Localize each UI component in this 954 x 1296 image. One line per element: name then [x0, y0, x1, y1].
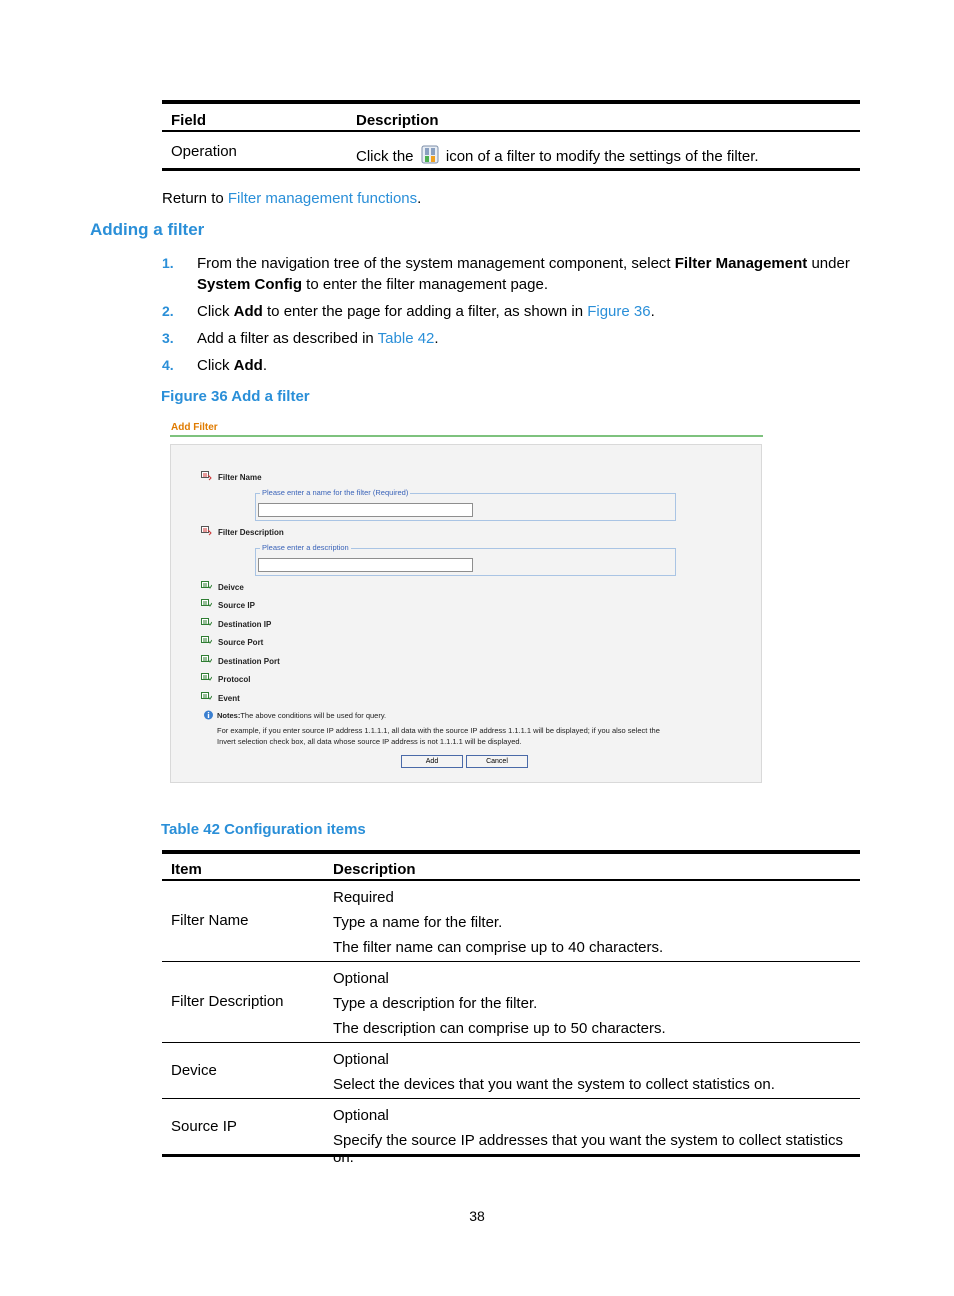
field-cell: Operation — [171, 143, 237, 160]
figure-title: Add Filter — [171, 422, 218, 433]
page-number: 38 — [469, 1208, 485, 1224]
filter-description-label: Filter Description — [218, 528, 284, 537]
condition-label: Destination Port — [218, 657, 280, 666]
step-emphasis: System Config — [197, 276, 303, 293]
description-line: Type a name for the filter. — [333, 914, 503, 931]
filter-name-label: Filter Name — [218, 473, 262, 482]
header-field: Field — [171, 112, 207, 129]
filter-description-input[interactable] — [258, 558, 473, 572]
section-title: Adding a filter — [90, 220, 205, 239]
step-number: 4. — [162, 357, 174, 373]
step-text: . — [262, 357, 268, 374]
table-caption: Table 42 Configuration items — [161, 821, 366, 838]
notes-line — [217, 711, 386, 720]
add-button[interactable]: Add — [401, 755, 463, 768]
description-line: Optional — [333, 970, 389, 987]
steps-list — [162, 253, 872, 382]
step-text: Click — [197, 357, 234, 374]
condition-label: Source Port — [218, 638, 264, 647]
example-line-1: For example, if you enter source IP address 1.1.1.1, all data with the source IP address 1.1.1.1 will be displayed; if you also select the — [217, 726, 660, 735]
cancel-button[interactable]: Cancel — [466, 755, 528, 768]
table-row — [162, 1043, 860, 1098]
step-text: . — [650, 303, 655, 320]
step-text: Add a filter as described in — [197, 330, 378, 347]
return-line — [162, 190, 421, 207]
filter-name-fieldset — [255, 488, 676, 521]
condition-icon — [201, 655, 212, 665]
notes-text: The above conditions will be used for query. — [240, 711, 387, 720]
step-item — [162, 253, 872, 295]
configuration-table — [162, 850, 860, 1166]
table-row — [162, 962, 860, 1042]
step-item — [162, 301, 872, 322]
return-suffix: . — [417, 190, 422, 207]
description-line: Optional — [333, 1051, 389, 1068]
modify-icon — [421, 145, 439, 165]
condition-label: Deivce — [218, 583, 244, 592]
table-row — [162, 132, 860, 168]
item-cell: Device — [171, 1062, 217, 1079]
description-line: The filter name can comprise up to 40 characters. — [333, 939, 664, 956]
table-bottom-rule — [162, 168, 860, 171]
filter-name-input[interactable] — [258, 503, 473, 517]
filter-name-legend: Please enter a name for the filter (Required) — [262, 488, 409, 497]
description-line: Optional — [333, 1107, 389, 1124]
step-link[interactable]: Figure 36 — [587, 303, 651, 320]
filter-description-fieldset — [255, 543, 676, 576]
step-text: Click — [197, 303, 234, 320]
description-line: Type a description for the filter. — [333, 995, 538, 1012]
step-emphasis: Filter Management — [674, 255, 808, 272]
condition-icon — [201, 673, 212, 683]
notes-label: Notes: — [217, 711, 241, 720]
step-item — [162, 355, 872, 376]
info-icon — [203, 710, 214, 720]
filter-name-icon — [201, 471, 212, 481]
step-item — [162, 328, 872, 349]
condition-icon — [201, 636, 212, 646]
description-line: Select the devices that you want the system to collect statistics on. — [333, 1076, 775, 1093]
condition-label: Destination IP — [218, 620, 272, 629]
description-line: Specify the source IP addresses that you want the system to collect statistics on. — [333, 1132, 843, 1166]
desc-before: Click the — [356, 148, 414, 165]
condition-icon — [201, 618, 212, 628]
description-line: The description can comprise up to 50 characters. — [333, 1020, 666, 1037]
step-text: under — [807, 255, 850, 272]
step-link[interactable]: Table 42 — [377, 330, 435, 347]
step-text: . — [434, 330, 439, 347]
add-filter-panel — [170, 444, 762, 783]
step-text: to enter the page for adding a filter, as shown in — [262, 303, 588, 320]
step-text: to enter the filter management page. — [302, 276, 548, 293]
config-rows — [162, 881, 860, 1166]
condition-icon — [201, 599, 212, 609]
description-line: Required — [333, 889, 394, 906]
return-prefix: Return to — [162, 190, 228, 207]
condition-label: Protocol — [218, 675, 251, 684]
item-cell: Source IP — [171, 1118, 237, 1135]
item-cell: Filter Name — [171, 912, 249, 929]
header-config-description: Description — [333, 861, 416, 878]
step-number: 1. — [162, 255, 174, 271]
condition-icon — [201, 581, 212, 591]
header-description: Description — [356, 112, 439, 129]
figure-caption: Figure 36 Add a filter — [161, 388, 310, 405]
figure-title-rule — [170, 435, 763, 437]
desc-after: icon of a filter to modify the settings of the filter. — [445, 148, 759, 165]
example-line-2: Invert selection check box, all data whose source IP address is not 1.1.1.1 will be displayed. — [217, 737, 522, 746]
table-row — [162, 1099, 860, 1166]
filter-description-icon — [201, 526, 212, 536]
table-row — [162, 881, 860, 961]
item-cell: Filter Description — [171, 993, 284, 1010]
condition-label: Event — [218, 694, 240, 703]
step-number: 3. — [162, 330, 174, 346]
step-text: From the navigation tree of the system management component, select — [197, 255, 675, 272]
step-emphasis: Add — [233, 357, 263, 374]
step-number: 2. — [162, 303, 174, 319]
condition-label: Source IP — [218, 601, 255, 610]
filter-description-legend: Please enter a description — [262, 543, 349, 552]
field-table — [162, 100, 860, 171]
description-cell — [356, 145, 759, 165]
condition-icon — [201, 692, 212, 702]
step-emphasis: Add — [233, 303, 263, 320]
header-item: Item — [171, 861, 202, 878]
filter-management-link[interactable]: Filter management functions — [227, 190, 418, 207]
